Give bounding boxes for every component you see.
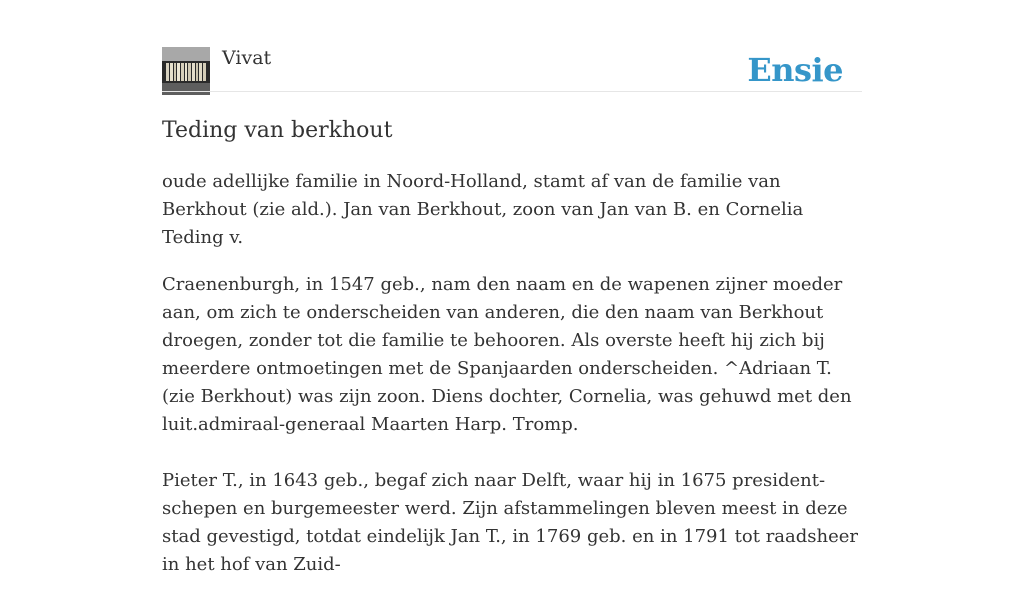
article-body: [162, 168, 862, 598]
author-name[interactable]: Vivat: [222, 47, 272, 69]
article-paragraph: oude adellijke familie in Noord-Holland, stamt af van de familie van Berkhout (zie ald.). Jan van Berkhout, zoon van Jan van B. en Cornelia Teding v.: [162, 171, 804, 248]
article-paragraph: Craenenburgh, in 1547 geb., nam den naam en de wapenen zijner moeder aan, om zich te onderscheiden van anderen, die den naam van Berkhout droegen, zonder tot die familie te behooren. Als overste heeft hij zich bij meerdere ontmoetingen met de Spanjaarden onderscheiden. ^Adriaan T. (zie Berkhout) was zijn zoon. Diens dochter, Cornelia, was gehuwd met den luit.admiraal-generaal Maarten Harp. Tromp. Pieter T., in 1643 geb., begaf zich naar Delft, waar hij in 1675 president-schepen en burgemeester werd. Zijn afstammelingen bleven meest in deze stad gevestigd, totdat eindelijk Jan T., in 1769 geb. en in 1791 tot raadsheer in het hof van Zuid-: [162, 274, 859, 575]
bookshelf-photo-icon: [162, 47, 210, 95]
article-title: Teding van berkhout: [162, 118, 393, 143]
author-avatar[interactable]: [162, 47, 210, 95]
site-logo[interactable]: Ensie: [747, 51, 843, 89]
header-divider: [162, 91, 862, 92]
